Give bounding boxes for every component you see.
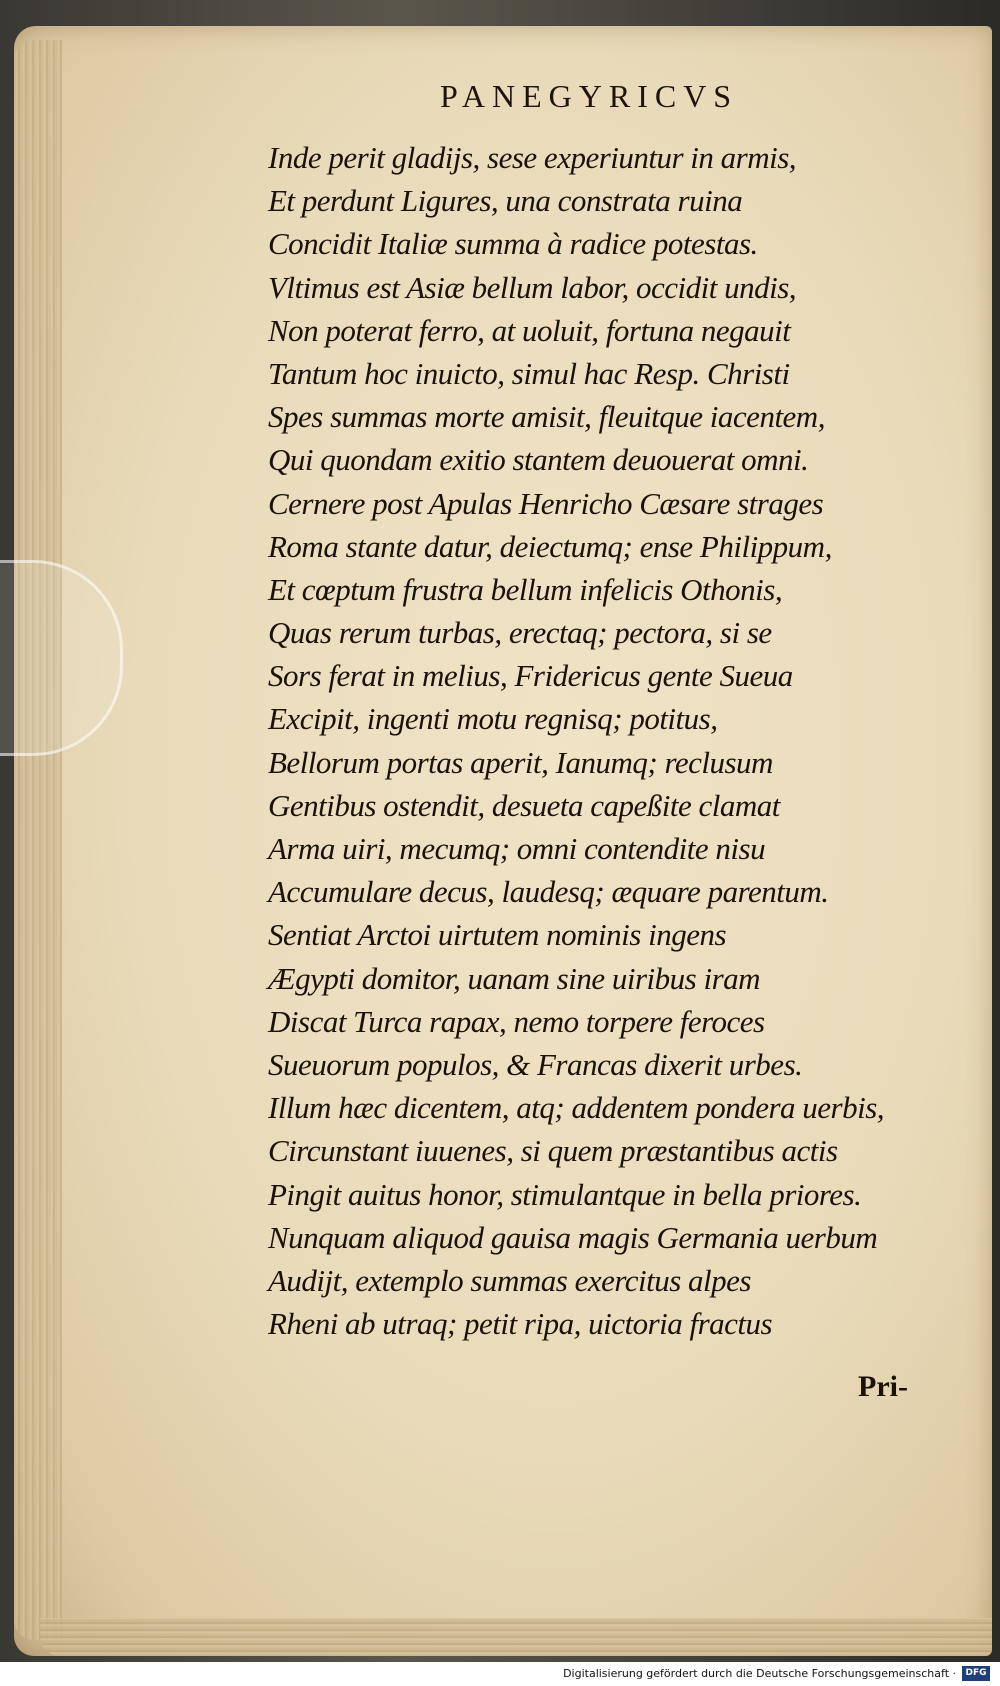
verse-line: Pingit auitus honor, stimulantque in bella priores. [268,1176,862,1212]
verse-line: Cernere post Apulas Henricho Cæsare strages [268,485,824,521]
verse-line: Non poterat ferro, at uoluit, fortuna negauit [268,312,791,348]
verse-line: Ægypti domitor, uanam sine uiribus iram [268,960,761,996]
verse-line: Et cœptum frustra bellum infelicis Othonis, [268,571,783,607]
verse-line: Inde perit gladijs, sese experiuntur in armis, [268,140,797,175]
verse-line: Accumulare decus, laudesq; æquare parentum. [268,874,829,910]
verse-line: Nunquam aliquod gauisa magis Germania uerbum [268,1219,878,1255]
verse-line: Arma uiri, mecumq; omni contendite nisu [268,831,766,866]
verse-line: Vltimus est Asiæ bellum labor, occidit undis, [268,269,797,305]
verse-line: Tantum hoc inuicto, simul hac Resp. Christi [268,355,790,391]
page-edges-left [14,40,62,1640]
verse-line: Rheni ab utraq; petit ripa, uictoria fractus [268,1306,773,1342]
verse-line: Audijt, extemplo summas exercitus alpes [268,1262,751,1298]
verse-line: Sueuorum populos, & Francas dixerit urbes. [268,1046,803,1082]
verse-line: Excipit, ingenti motu regnisq; potitus, [268,701,718,737]
verse-line: Gentibus ostendit, desueta capeßite clamat [268,787,780,823]
verse-line: Illum hæc dicentem, atq; addentem pondera uerbis, [268,1090,885,1126]
verse-line: Sors ferat in melius, Fridericus gente Sueua [268,658,793,694]
verse-line: Bellorum portas aperit, Ianumq; reclusum [268,744,773,780]
dfg-logo: DFG [962,1666,990,1681]
funding-note: Digitalisierung gefördert durch die Deutsche Forschungsgemeinschaft · [563,1667,956,1680]
verse-line: Quas rerum turbas, erectaq; pectora, si se [268,615,772,651]
verse-line: Sentiat Arctoi uirtutem nominis ingens [268,917,727,953]
verse-text-block [268,136,948,1345]
verse-line: Roma stante datur, deiectumq; ense Philippum, [268,528,832,564]
catchword: Pri- [858,1370,908,1403]
verse-line: Discat Turca rapax, nemo torpere feroces [268,1003,765,1039]
verse-line: Spes summas morte amisit, fleuitque iacentem, [268,399,825,435]
verse-line: Concidit Italiæ summa à radice potestas. [268,226,758,262]
running-head: PANEGYRICVS [440,78,739,114]
page-edges-bottom [40,1618,992,1656]
footer-bar [0,1662,1000,1686]
verse-line: Qui quondam exitio stantem deuouerat omni. [268,442,809,478]
verse-line: Et perdunt Ligures, una constrata ruina [268,183,743,219]
verse-line: Circunstant iuuenes, si quem præstantibus actis [268,1133,838,1169]
